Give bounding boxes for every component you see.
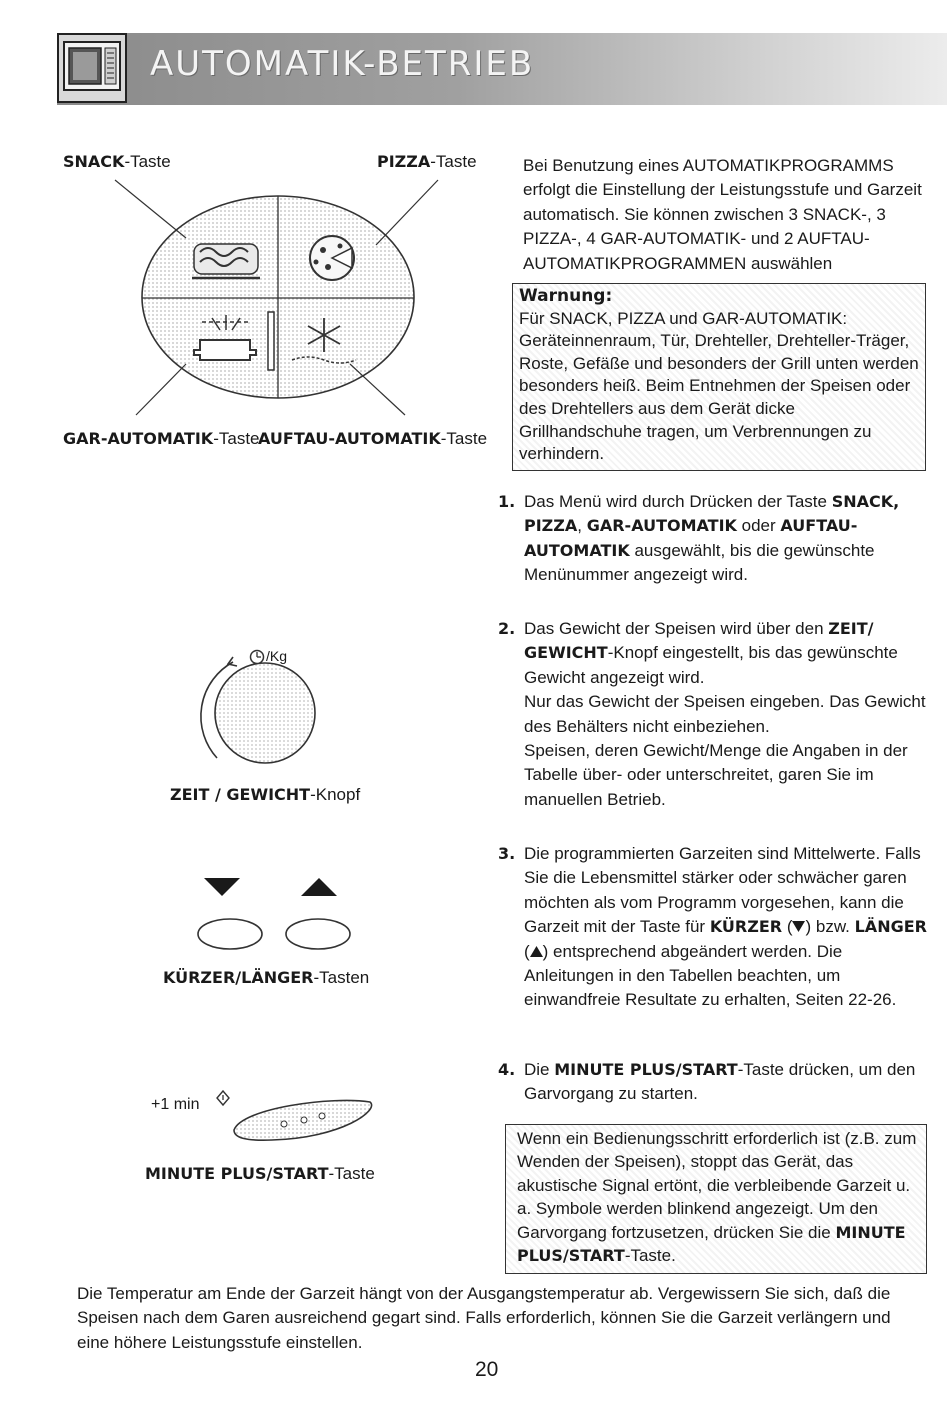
- warning-title: Warnung:: [519, 286, 613, 306]
- microwave-icon: [57, 33, 127, 103]
- shorter-longer-keys: [190, 870, 370, 955]
- auto-program-keypad: [60, 170, 500, 430]
- step-1: 1. Das Menü wird durch Drücken der Taste SNACK, PIZZA, GAR-AUTOMATIK oder AUFTAU-AUTOMATIK ausgewählt, bis die gewünschte Menünummer angezeigt wird.: [498, 492, 900, 585]
- step-2: 2. Das Gewicht der Speisen wird über den ZEIT/ GEWICHT-Knopf eingestellt, bis das gewünschte Gewicht angezeigt wird. Nur das Gewicht der Speisen eingeben. Das Gewicht des Behälters nicht einbeziehen. Speisen, deren Gewicht/Menge die Angaben in der Tabelle über- oder unterschreitet, garen Sie im manuellen Betrieb.: [498, 619, 926, 809]
- pizza-icon: [310, 236, 354, 280]
- step-3: 3. Die programmierten Garzeiten sind Mittelwerte. Falls Sie die Lebensmittel stärker oder schwächer garen möchten als vom Programm vorgesehen, kann die Garzeit mit der Taste für KÜRZER ( ) bzw. LÄNGER ( ) entsprechend abgeändert werden. Die Anleitungen in den Tabellen beachten, um einwandfreie Resultate zu erhalten, Seiten 22-26.: [498, 844, 927, 1010]
- knob-label: ZEIT / GEWICHT-Knopf: [170, 785, 361, 804]
- minute-plus-start-key: [212, 1088, 380, 1148]
- step-4: 4. Die MINUTE PLUS/START-Taste drücken, um den Garvorgang zu starten.: [498, 1060, 916, 1104]
- footer-paragraph: Die Temperatur am Ende der Garzeit hängt von der Ausgangstemperatur ab. Vergewissern Sie sich, daß die Speisen nach dem Garen ausreichend gegart sind. Falls erforderlich, können Sie die Garzeit verlängern und eine höhere Leistungsstufe einstellen.: [77, 1284, 891, 1352]
- snack-key-label: SNACK-Taste: [63, 152, 171, 171]
- minute-plus-symbol: +1 min: [151, 1096, 200, 1113]
- down-arrow-icon: [204, 878, 240, 896]
- auto-defrost-key-label: AUFTAU-AUTOMATIK-Taste: [258, 429, 488, 448]
- pizza-key-label: PIZZA-Taste: [377, 152, 477, 171]
- auto-cook-key-label: GAR-AUTOMATIK-Taste: [63, 429, 260, 448]
- snack-icon: [192, 244, 260, 278]
- up-arrow-icon: [530, 946, 543, 957]
- knob-weight-symbol: /Kg: [266, 648, 288, 664]
- up-arrow-icon: [301, 878, 337, 896]
- info-box: Wenn ein Bedienungsschritt erforderlich ist (z.B. zum Wenden der Speisen), stoppt das Gerät, das akustische Signal ertönt, die verbleibende Garzeit u. a. Symbole werden blinkend angezeigt. Um den Garvorgang fortzusetzen, drücken Sie die MINUTE PLUS/START-Taste.: [505, 1124, 927, 1274]
- longer-key: [286, 919, 350, 949]
- warning-text: Für SNACK, PIZZA und GAR-AUTOMATIK: Geräteinnenraum, Tür, Drehteller, Drehteller-Träger, Roste, Gefäße und besonders der Grill unten werden besonders heiß. Beim Entnehmen der Speisen oder des Drehtellers aus dem Gerät dicke Grillhandschuhe tragen, um Verbrennungen zu verhindern.: [519, 308, 919, 464]
- intro-paragraph: Bei Benutzung eines AUTOMATIKPROGRAMMS erfolgt die Einstellung der Leistungsstufe und Garzeit automatisch. Sie können zwischen 3 SNACK-, 3 PIZZA-, 4 GAR-AUTOMATIK- und 2 AUFTAU-AUTOMATIKPROGRAMMEN auswählen: [523, 156, 922, 273]
- shorter-longer-keys-label: KÜRZER/LÄNGER-Tasten: [163, 968, 370, 987]
- page-title: AUTOMATIK-BETRIEB: [150, 44, 535, 84]
- page-number: 20: [475, 1358, 499, 1381]
- shorter-key: [198, 919, 262, 949]
- warning-box: [512, 283, 926, 471]
- start-key-label: MINUTE PLUS/START-Taste: [145, 1164, 375, 1183]
- down-arrow-icon: [792, 921, 805, 932]
- time-weight-knob: [195, 640, 330, 775]
